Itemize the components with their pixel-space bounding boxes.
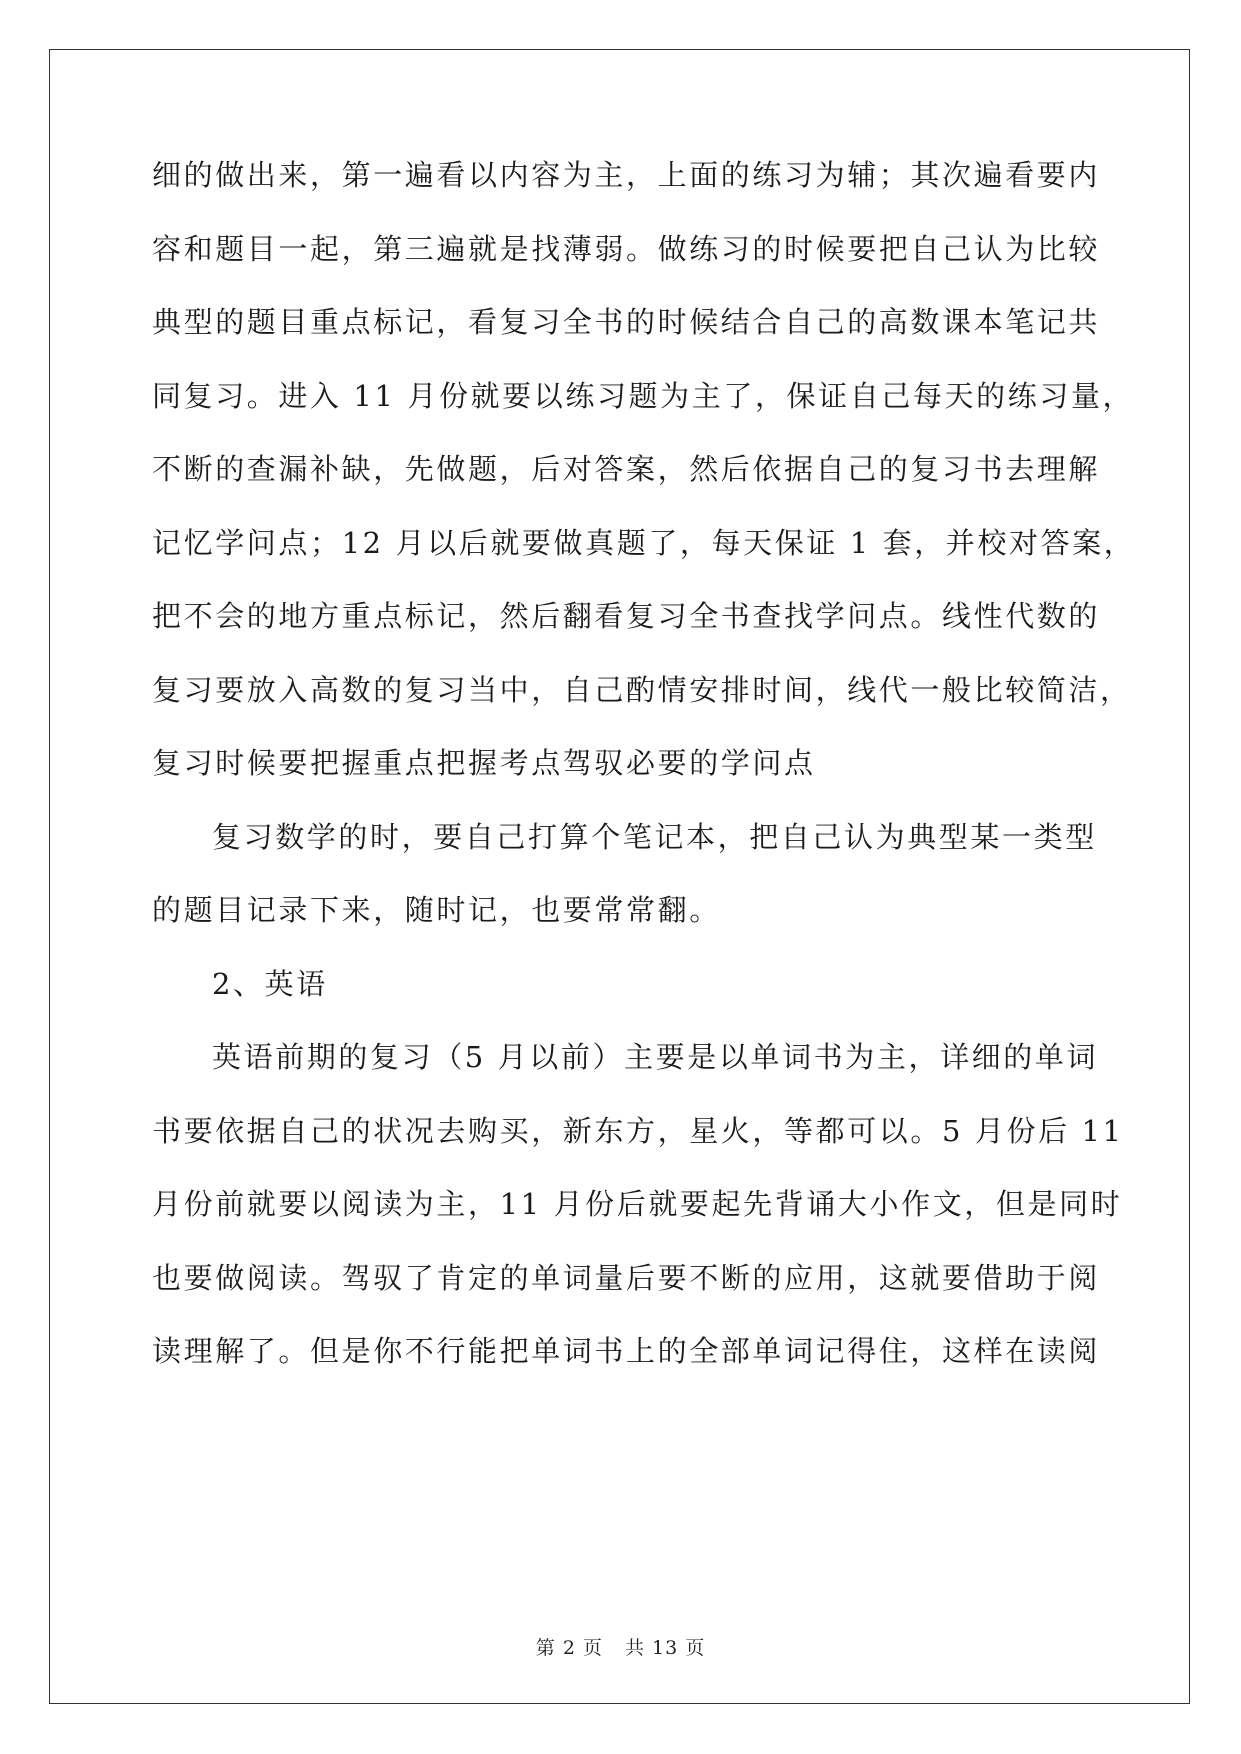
- text-line: 月份前就要以阅读为主，11 月份后就要起先背诵大小作文，但是同时: [152, 1187, 1123, 1221]
- paragraph-first-line: 英语前期的复习（5 月以前）主要是以单词书为主，详细的单词: [212, 1040, 1099, 1074]
- text-line: 读理解了。但是你不行能把单词书上的全部单词记得住，这样在读阅: [152, 1334, 1101, 1368]
- page-number: 第 2 页: [535, 1637, 603, 1659]
- text-line: 同复习。进入 11 月份就要以练习题为主了，保证自己每天的练习量，: [152, 378, 1135, 413]
- paragraph-first-line: 复习数学的时，要自己打算个笔记本，把自己认为典型某一类型: [212, 819, 1097, 854]
- text-line: 记忆学问点；12 月以后就要做真题了，每天保证 1 套，并校对答案，: [152, 525, 1136, 560]
- text-line: 典型的题目重点标记，看复习全书的时候结合自己的高数课本笔记共: [152, 305, 1101, 339]
- text-line: 书要依据自己的状况去购买，新东方，星火，等都可以。5 月份后 11: [152, 1113, 1124, 1148]
- text-line: 的题目记录下来，随时记，也要常常翻。: [152, 893, 721, 927]
- page-border: [49, 49, 1190, 1704]
- page-footer: [0, 1633, 1241, 1660]
- text-line: 复习要放入高数的复习当中，自己酌情安排时间，线代一般比较简洁，: [152, 672, 1132, 707]
- page-total: 共 13 页: [624, 1637, 706, 1659]
- text-line: 不断的查漏补缺，先做题，后对答案，然后依据自己的复习书去理解: [152, 452, 1101, 486]
- text-line: 复习时候要把握重点把握考点驾驭必要的学问点: [152, 746, 816, 780]
- text-line: 也要做阅读。驾驭了肯定的单词量后要不断的应用，这就要借助于阅: [152, 1260, 1101, 1295]
- text-line: 细的做出来，第一遍看以内容为主，上面的练习为辅；其次遍看要内: [152, 158, 1101, 192]
- text-line: 把不会的地方重点标记，然后翻看复习全书查找学问点。线性代数的: [152, 599, 1101, 633]
- text-line: 容和题目一起，第三遍就是找薄弱。做练习的时候要把自己认为比较: [152, 231, 1101, 266]
- section-heading: 2、英语: [212, 966, 328, 1001]
